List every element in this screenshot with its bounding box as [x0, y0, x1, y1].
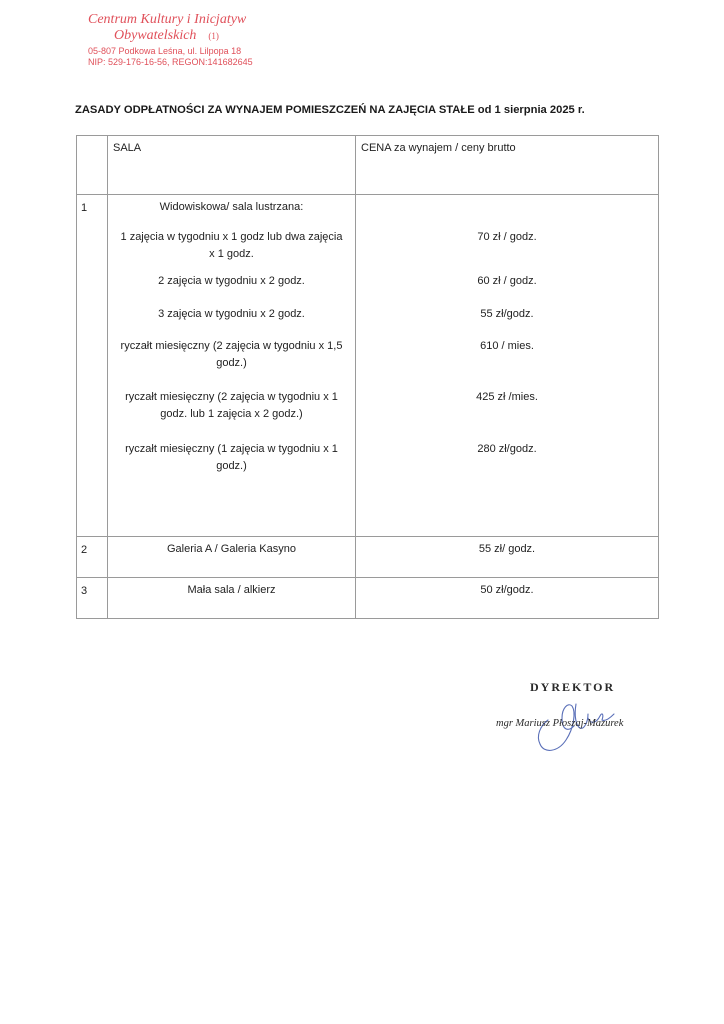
header-sala: SALA — [108, 136, 356, 195]
item-description: ryczałt miesięczny (2 zajęcia w tygodniu x 1 godz. lub 1 zajęcia x 2 godz.) — [125, 391, 338, 420]
header-index-cell — [77, 136, 108, 195]
item-description: ryczałt miesięczny (1 zajęcia w tygodniu x 1 godz.) — [125, 443, 338, 472]
item-description: 3 zajęcia w tygodniu x 2 godz. — [158, 308, 305, 320]
price-spacer — [356, 195, 658, 229]
header-cena: CENA za wynajem / ceny brutto — [356, 136, 659, 195]
item-price: 280 zł/godz. — [477, 443, 537, 455]
item-description: ryczałt miesięczny (2 zajęcia w tygodniu x 1,5 godz.) — [120, 340, 343, 369]
stamp-line-2-text: Obywatelskich — [114, 28, 197, 43]
row-index: 3 — [77, 578, 108, 619]
item-description: 1 zajęcia w tygodniu x 1 godz lub dwa zajęcia x 1 godz. — [120, 231, 343, 260]
item-description: 2 zajęcia w tygodniu x 2 godz. — [158, 275, 305, 287]
document-title: ZASADY ODPŁATNOŚCI ZA WYNAJEM POMIESZCZEŃ NA ZAJĘCIA STAŁE od 1 sierpnia 2025 r. — [75, 104, 585, 116]
row-index: 2 — [77, 537, 108, 578]
price-cell — [356, 195, 659, 537]
sala-name: Galeria A / Galeria Kasyno — [108, 537, 356, 578]
stamp-line-1: Centrum Kultury i Inicjatyw — [88, 12, 247, 27]
stamp-tax-ids: NIP: 529-176-16-56, REGON:141682645 — [88, 57, 253, 67]
table-row — [77, 195, 659, 537]
row-index: 1 — [77, 195, 108, 537]
signature-role: DYREKTOR — [530, 680, 616, 694]
item-price: 55 zł/godz. — [480, 308, 534, 320]
item-price: 610 / mies. — [480, 340, 534, 352]
pricing-table — [76, 135, 659, 619]
table-row — [77, 578, 659, 619]
stamp-line-2 — [114, 28, 286, 44]
signature-block — [486, 674, 666, 764]
signature-name: mgr Mariusz Płoszaj-Mazurek — [496, 718, 624, 729]
table-row — [77, 537, 659, 578]
sala-price: 50 zł/godz. — [356, 578, 659, 619]
item-price: 60 zł / godz. — [477, 275, 537, 287]
sala-name: Mała sala / alkierz — [108, 578, 356, 619]
stamp-address: 05-807 Podkowa Leśna, ul. Lilpopa 18 — [88, 46, 242, 56]
stamp-number: (1) — [208, 31, 219, 41]
organization-stamp — [86, 12, 286, 68]
item-price: 425 zł /mies. — [476, 391, 538, 403]
sala-category: Widowiskowa/ sala lustrzana: — [159, 201, 304, 213]
table-header-row — [77, 136, 659, 195]
sala-cell — [108, 195, 356, 537]
sala-price: 55 zł/ godz. — [356, 537, 659, 578]
item-price: 70 zł / godz. — [477, 231, 537, 243]
